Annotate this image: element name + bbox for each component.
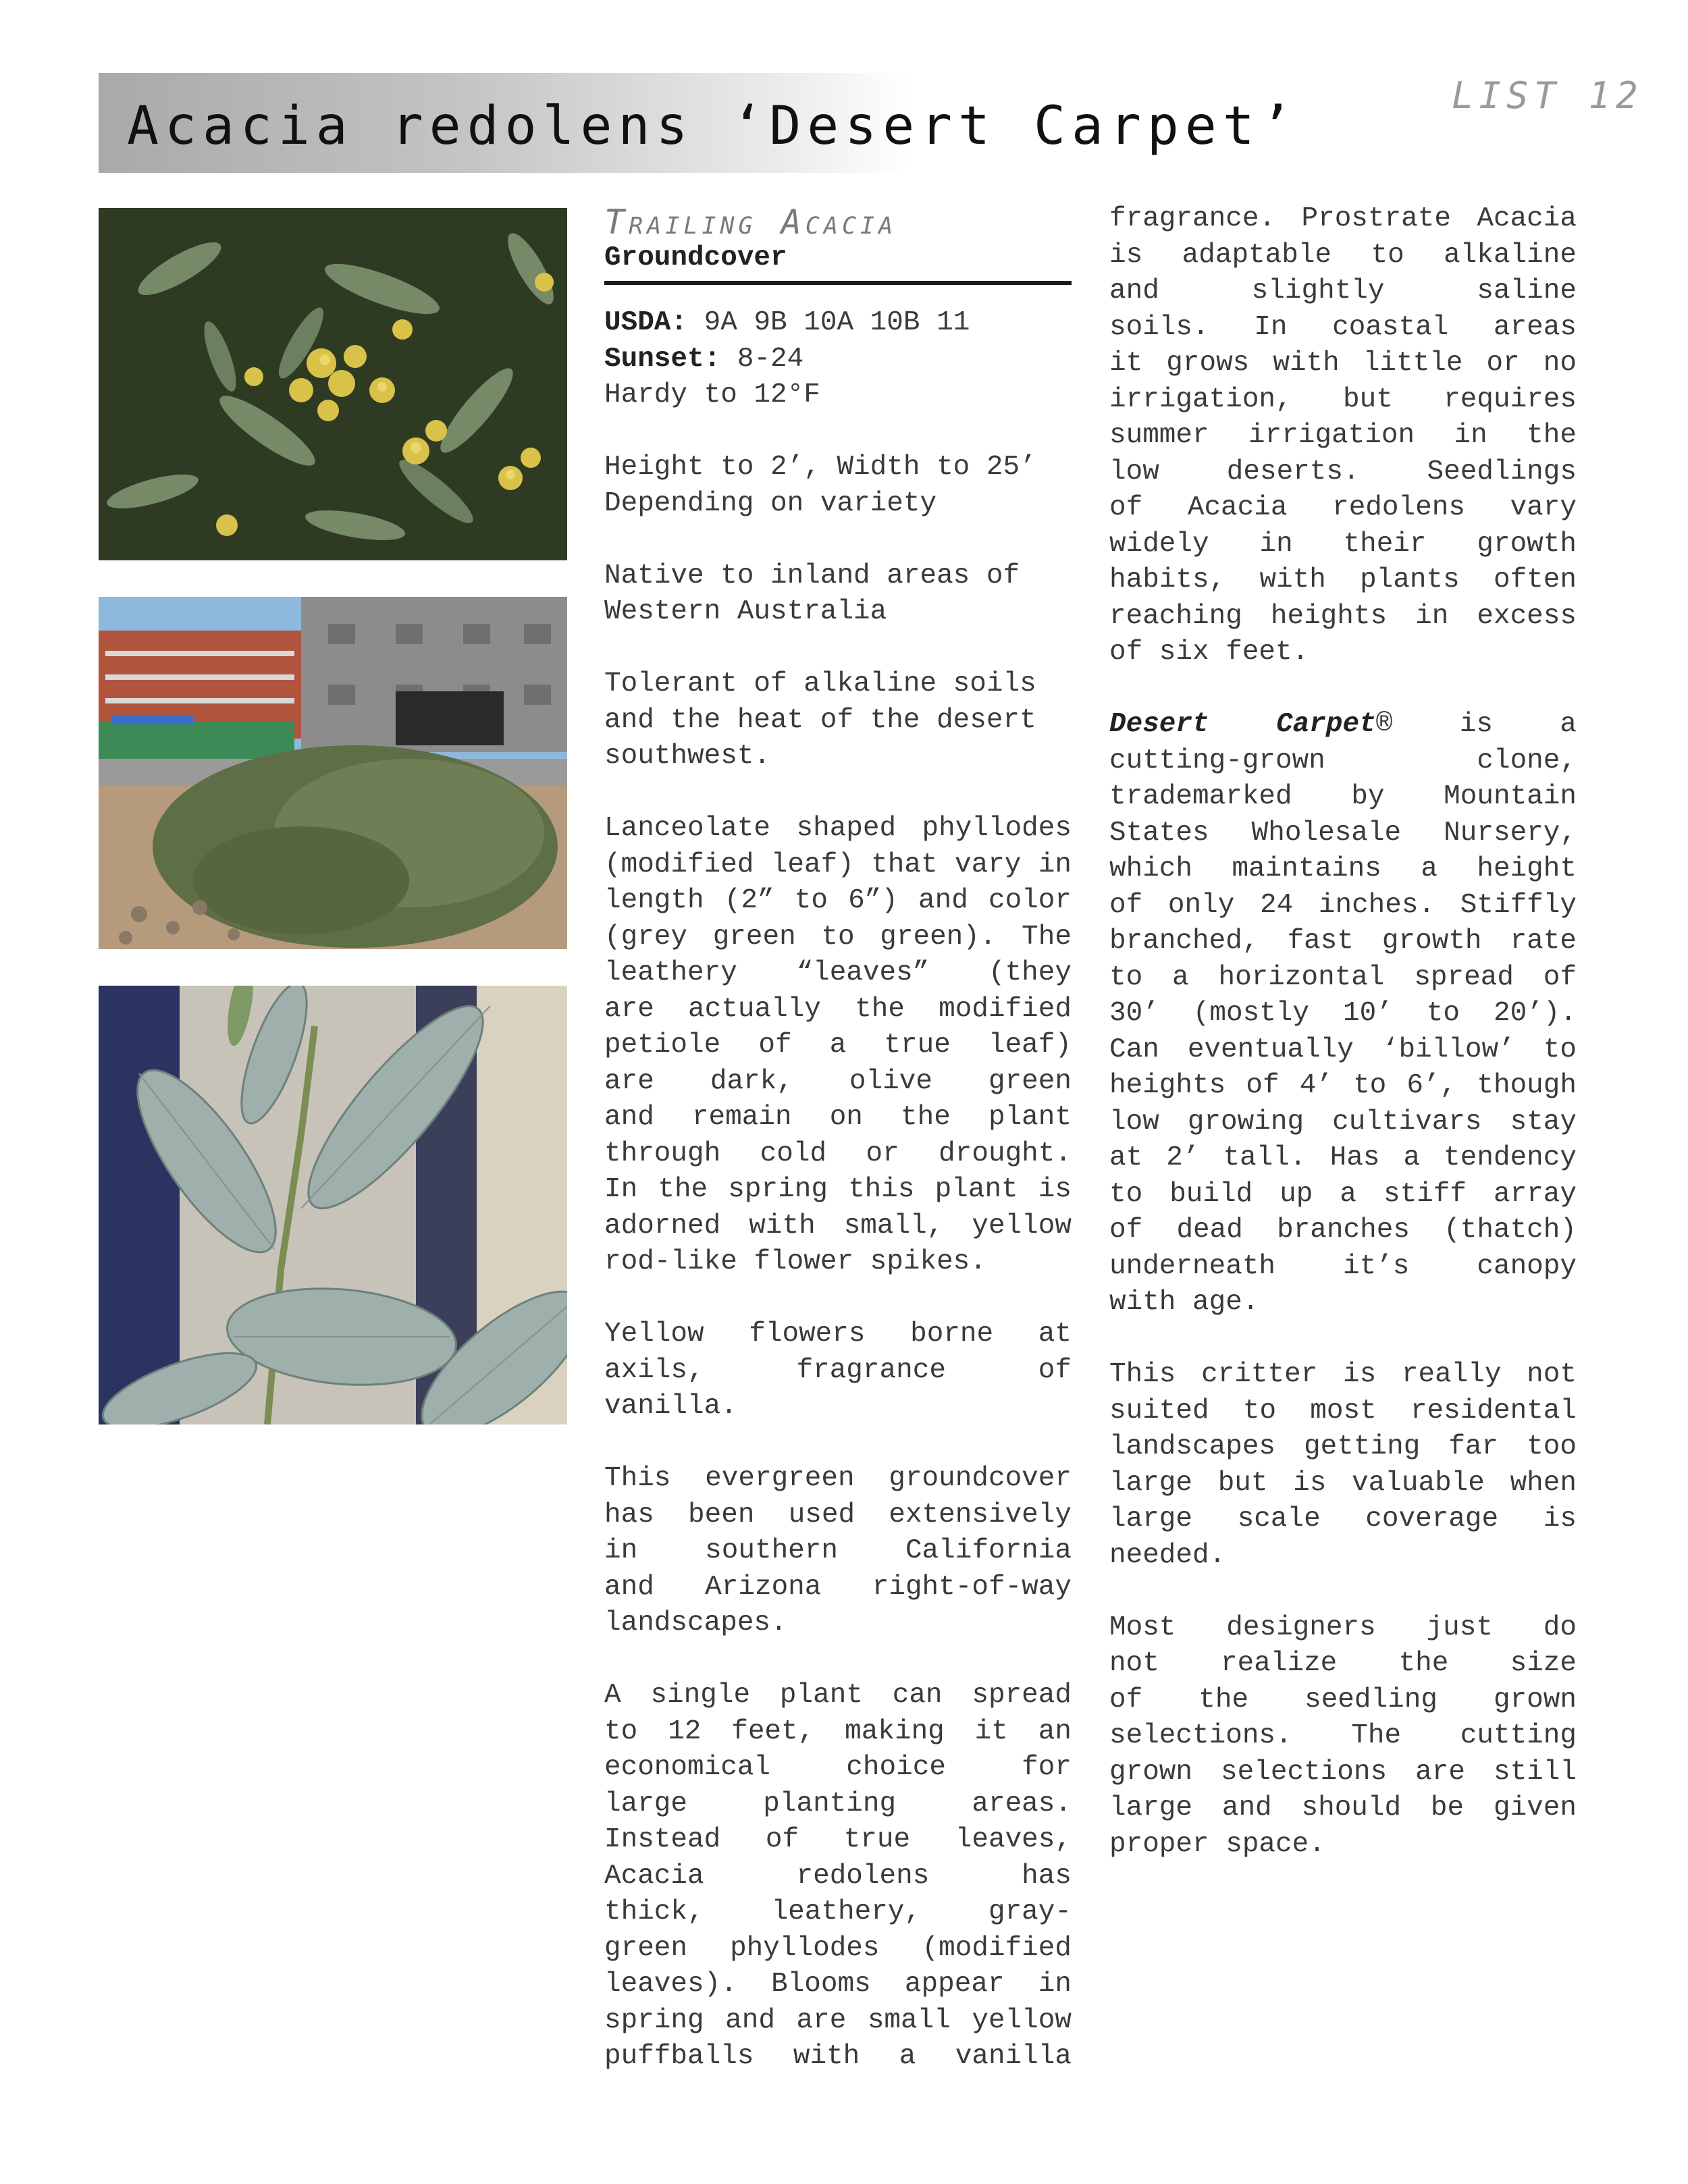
text-line: large and should be given	[1109, 1792, 1577, 1823]
usda-label: USDA:	[604, 307, 688, 338]
text-line: This critter is really not	[1109, 1359, 1577, 1390]
text-line: with age.	[1109, 1287, 1259, 1318]
text-line: axils, fragrance of	[604, 1354, 1072, 1386]
usda-zone	[604, 305, 1072, 342]
text-line: summer irrigation in the	[1109, 420, 1577, 451]
text-line: of the seedling grown	[1109, 1684, 1577, 1715]
text-line: vanilla.	[604, 1391, 737, 1422]
native-line: Western Australia	[604, 596, 887, 627]
text-line: fragrance. Prostrate Acacia	[1109, 203, 1577, 234]
text-line: rod-like flower spikes.	[604, 1246, 986, 1277]
continued-paragraph	[1109, 201, 1577, 671]
text-line: leathery “leaves” (they	[604, 957, 1072, 988]
text-line: length (2” to 6”) and color	[604, 885, 1072, 916]
sunset-value: 8-24	[720, 343, 804, 375]
text-line: This evergreen groundcover	[604, 1463, 1072, 1494]
text-line: and Arizona right-of-way	[604, 1571, 1072, 1603]
plant-category: Groundcover	[604, 242, 787, 273]
acacia-leaves-photo	[99, 986, 567, 1424]
text-line: leaves). Blooms appear in	[604, 1969, 1072, 2000]
middle-column	[604, 201, 1072, 2075]
text-line: underneath it’s canopy	[1109, 1250, 1577, 1282]
text-line: of six feet.	[1109, 637, 1309, 668]
text-line	[1109, 707, 1577, 743]
acacia-flower-photo	[99, 208, 567, 560]
text-line: not realize the size	[1109, 1648, 1577, 1679]
text-line: low deserts. Seedlings	[1109, 456, 1577, 487]
text-line: to 12 feet, making it an	[604, 1715, 1072, 1747]
text-line: (grey green to green). The	[604, 921, 1072, 953]
text-line: landscapes.	[604, 1607, 787, 1639]
text-line: 30’ (mostly 10’ to 20’).	[1109, 998, 1577, 1029]
list-label: LIST 12	[1452, 74, 1643, 117]
text-line: large but is valuable when	[1109, 1467, 1577, 1499]
text-line: widely in their growth	[1109, 528, 1577, 560]
leaves-paragraph	[604, 811, 1072, 1281]
text-line: needed.	[1109, 1539, 1226, 1571]
text-line: trademarked by Mountain	[1109, 781, 1577, 812]
text-line: spring and are small yellow	[604, 2004, 1072, 2036]
text-line: thick, leathery, gray-	[604, 1896, 1072, 1927]
usda-value: 9A 9B 10A 10B 11	[687, 307, 970, 338]
text-line: branched, fast growth rate	[1109, 926, 1577, 957]
tolerant-line: southwest.	[604, 741, 771, 772]
text-line: of only 24 inches. Stiffly	[1109, 889, 1577, 921]
acacia-landscape-photo	[99, 597, 567, 949]
text-line: to build up a stiff array	[1109, 1178, 1577, 1210]
text-line: puffballs with a vanilla	[604, 2041, 1072, 2072]
spread-paragraph	[604, 1678, 1072, 2075]
text-line: Acacia redolens has	[604, 1860, 1072, 1892]
brand-rest: ® is a	[1375, 709, 1577, 740]
text-line: soils. In coastal areas	[1109, 311, 1577, 343]
text-line: of dead branches (thatch)	[1109, 1215, 1577, 1246]
text-line: of Acacia redolens vary	[1109, 492, 1577, 523]
text-line: Lanceolate shaped phyllodes	[604, 813, 1072, 844]
text-line: irrigation, but requires	[1109, 383, 1577, 415]
text-line: to a horizontal spread of	[1109, 961, 1577, 993]
text-line: at 2’ tall. Has a tendency	[1109, 1142, 1577, 1173]
text-line: grown selections are still	[1109, 1756, 1577, 1788]
text-line: is adaptable to alkaline	[1109, 239, 1577, 271]
text-line: A single plant can spread	[604, 1680, 1072, 1711]
text-line: cutting-grown clone,	[1109, 745, 1577, 776]
flowers-paragraph	[604, 1316, 1072, 1425]
text-line: are dark, olive green	[604, 1065, 1072, 1097]
tolerant-line: and the heat of the desert	[604, 704, 1036, 736]
text-line: Instead of true leaves,	[604, 1824, 1072, 1855]
text-line: Yellow flowers borne at	[604, 1319, 1072, 1350]
divider	[604, 281, 1072, 285]
text-line: in southern California	[604, 1535, 1072, 1566]
desert-carpet-paragraph	[1109, 707, 1577, 1321]
text-line: Can eventually ‘billow’ to	[1109, 1034, 1577, 1065]
text-line: suited to most residental	[1109, 1395, 1577, 1427]
hardiness: Hardy to 12°F	[604, 379, 820, 410]
text-line: petiole of a true leaf)	[604, 1030, 1072, 1061]
text-line: has been used extensively	[604, 1499, 1072, 1530]
text-line: are actually the modified	[604, 993, 1072, 1025]
text-line: selections. The cutting	[1109, 1720, 1577, 1751]
size-line: Height to 2’, Width to 25’	[604, 452, 1036, 483]
usage-paragraph	[604, 1461, 1072, 1642]
text-line: In the spring this plant is	[604, 1174, 1072, 1205]
text-line: habits, with plants often	[1109, 564, 1577, 595]
native-line: Native to inland areas of	[604, 560, 1020, 591]
sunset-label: Sunset:	[604, 343, 721, 375]
text-line: large planting areas.	[604, 1788, 1072, 1819]
text-line: and remain on the plant	[604, 1102, 1072, 1133]
critter-paragraph	[1109, 1357, 1577, 1574]
common-name: Trailing Acacia	[604, 203, 897, 242]
text-line: heights of 4’ to 6’, though	[1109, 1070, 1577, 1101]
text-line: reaching heights in excess	[1109, 600, 1577, 632]
text-line: economical choice for	[604, 1752, 1072, 1783]
text-line: States Wholesale Nursery,	[1109, 817, 1577, 849]
tolerant-line: Tolerant of alkaline soils	[604, 668, 1036, 699]
brand-name: Desert Carpet	[1109, 709, 1376, 740]
text-line: low growing cultivars stay	[1109, 1106, 1577, 1138]
page-title: Acacia redolens ‘Desert Carpet’	[127, 96, 1298, 157]
text-line: and slightly saline	[1109, 275, 1577, 307]
text-line: green phyllodes (modified	[604, 1932, 1072, 1964]
text-line: Most designers just do	[1109, 1612, 1577, 1643]
text-line: through cold or drought.	[604, 1138, 1072, 1169]
text-line: large scale coverage is	[1109, 1503, 1577, 1535]
text-line: adorned with small, yellow	[604, 1210, 1072, 1242]
text-line: it grows with little or no	[1109, 348, 1577, 379]
right-column	[1109, 201, 1577, 1863]
designers-paragraph	[1109, 1610, 1577, 1863]
sunset-zone	[604, 342, 1072, 378]
text-line: landscapes getting far too	[1109, 1431, 1577, 1462]
text-line: (modified leaf) that vary in	[604, 849, 1072, 880]
text-line: proper space.	[1109, 1828, 1325, 1860]
size-line: Depending on variety	[604, 487, 937, 519]
title-banner	[99, 73, 1298, 173]
text-line: which maintains a height	[1109, 853, 1577, 884]
